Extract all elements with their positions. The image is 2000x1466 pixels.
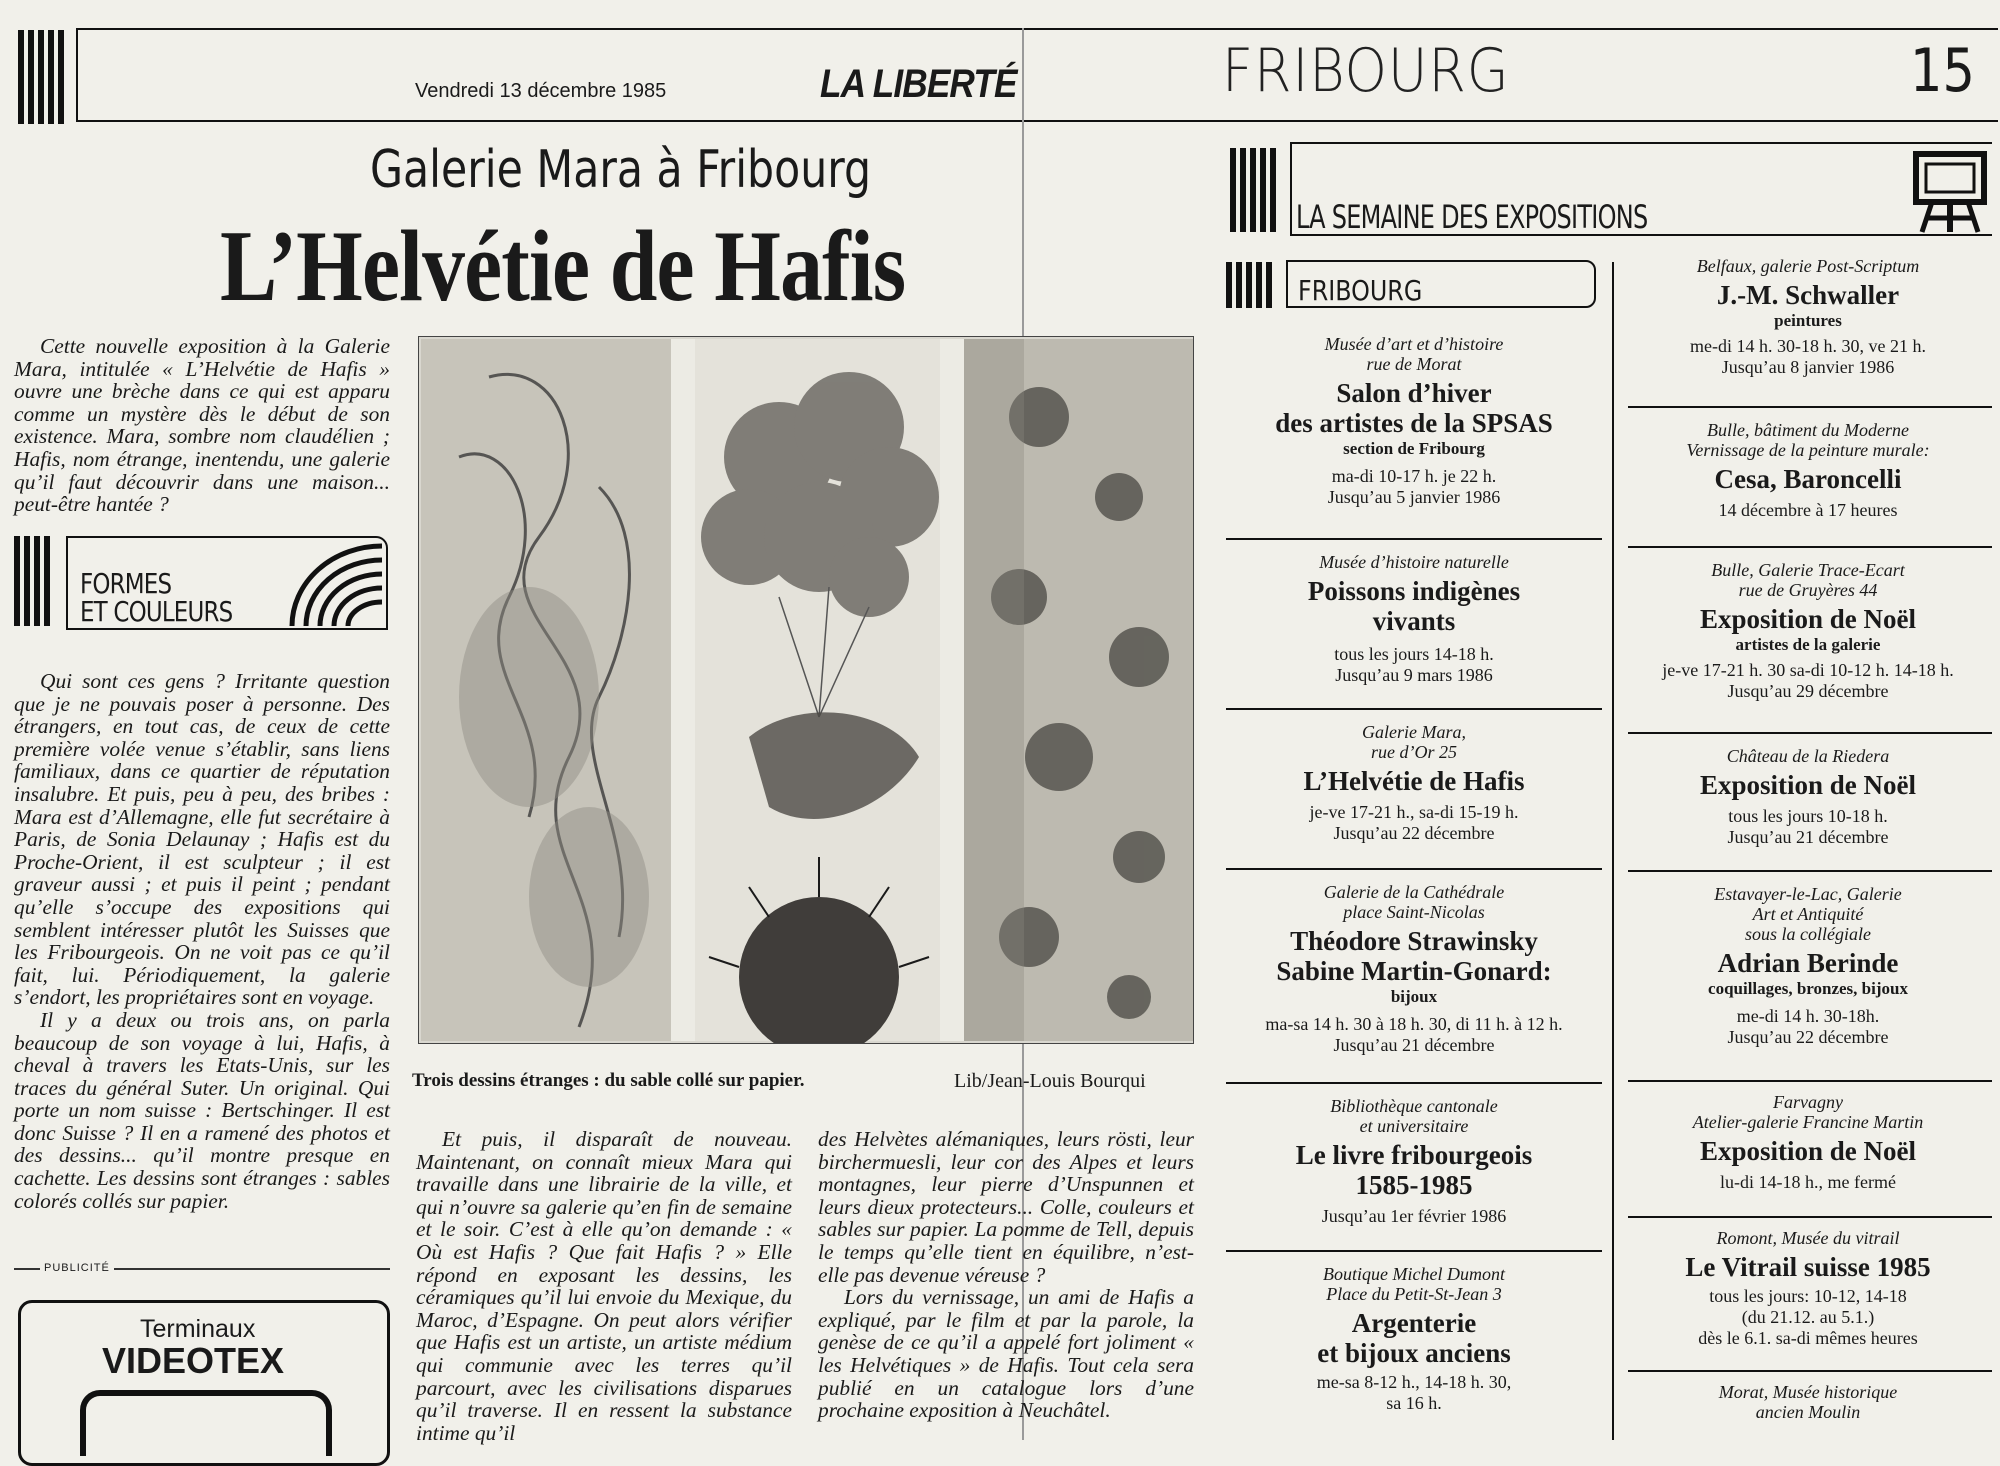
listing [1620, 256, 1996, 378]
ad-line-1: Terminaux [140, 1315, 256, 1343]
ad-label: PUBLICITÉ [40, 1262, 114, 1274]
listing-title: Salon d’hiver [1336, 378, 1492, 408]
listing-venue: Bibliothèque cantonale [1330, 1096, 1498, 1116]
listing-title: Adrian Berinde [1717, 948, 1899, 978]
expo-column-rule [1612, 262, 1614, 1440]
listing-title: Poissons indigènes [1307, 576, 1521, 606]
expo-header-title: LA SEMAINE DES EXPOSITIONS [1296, 198, 1648, 236]
listing-title: J.-M. Schwaller [1716, 280, 1900, 310]
listing-separator [1628, 1080, 1992, 1082]
listing-venue: Belfaux, galerie Post-Scriptum [1696, 256, 1920, 276]
listing-venue: Boutique Michel Dumont [1323, 1264, 1505, 1284]
expo-header-bars [1230, 148, 1276, 232]
body-paragraph: Et puis, il disparaît de nouveau. Maintenant, on connaît mieux Mara qui travaille dans une librairie de la ville, et qui n’ouvre sa galerie qu’en fin de semaine et le soir. C’est à elle qu’on demande : « Où est Hafis ? Que fait Hafis ? » Elle répond en exposant les dessins, les céramiques qu’il lui envoie du Mexique, du Maroc, d’Espagne. On peut alors vérifier que Hafis est un artiste, un artiste médium qui communie avec les terres qu’il parcourt, avec les civilisations disparues qu’il traverse. Il en ressent la substance intime qu’il [416, 1127, 792, 1445]
photo-caption: Trois dessins étranges : du sable collé sur papier. [412, 1070, 805, 1091]
listing-until: Jusqu’au 22 décembre [1727, 1027, 1889, 1047]
terminal-icon [80, 1390, 332, 1456]
rubric-line-1: FORMES [80, 567, 172, 600]
city-bars [1226, 262, 1272, 308]
article-photo [418, 336, 1194, 1044]
listing [1226, 1264, 1602, 1414]
rubric-line-2: ET COULEURS [80, 595, 233, 628]
listing-until: Jusqu’au 1er février 1986 [1321, 1206, 1507, 1226]
listing-venue: Galerie de la Cathédrale [1323, 882, 1505, 902]
article-headline: L’Helvétie de Hafis [220, 210, 906, 323]
photo-credit: Lib/Jean-Louis Bourqui [954, 1070, 1146, 1092]
article-column-2 [416, 1128, 792, 1444]
listing-separator [1628, 870, 1992, 872]
listing-venue: Château de la Riedera [1726, 746, 1890, 766]
listing-subtitle: peintures [1774, 311, 1842, 330]
listing-venue: Romont, Musée du vitrail [1716, 1228, 1900, 1248]
easel-icon [1912, 148, 1988, 234]
issue-date: Vendredi 13 décembre 1985 [415, 80, 667, 102]
listing-venue: Place du Petit-St-Jean 3 [1326, 1284, 1502, 1304]
listing-title: Sabine Martin-Gonard: [1276, 956, 1552, 986]
listing-hours: ma-di 10-17 h. je 22 h. [1331, 466, 1497, 486]
listing-venue: place Saint-Nicolas [1343, 902, 1485, 922]
listing-separator [1226, 1082, 1602, 1084]
listing [1620, 560, 1996, 702]
listing-hours: me-di 14 h. 30-18h. [1736, 1006, 1880, 1026]
listing-venue: Atelier-galerie Francine Martin [1692, 1112, 1924, 1132]
listing-venue: rue de Gruyères 44 [1738, 580, 1878, 600]
listing-title: Exposition de Noël [1699, 604, 1917, 634]
listing-separator [1226, 868, 1602, 870]
listing-separator [1628, 732, 1992, 734]
listing-until: Jusqu’au 22 décembre [1333, 823, 1495, 843]
listing-venue: Bulle, bâtiment du Moderne [1707, 420, 1909, 440]
listing-hours: (du 21.12. au 5.1.) [1741, 1307, 1875, 1327]
sand-drawings-image [419, 337, 1193, 1043]
listing-title: Exposition de Noël [1699, 770, 1917, 800]
listing-title: Argenterie [1351, 1308, 1477, 1338]
listing-venue: ancien Moulin [1755, 1402, 1861, 1422]
listing-hours: ma-sa 14 h. 30 à 18 h. 30, di 11 h. à 12 h. [1265, 1014, 1563, 1034]
listing-hours: je-ve 17-21 h. 30 sa-di 10-12 h. 14-18 h. [1662, 660, 1954, 680]
listing [1620, 1092, 1996, 1193]
listing-title: Le livre fribourgeois [1295, 1140, 1533, 1170]
listing-title: Exposition de Noël [1699, 1136, 1917, 1166]
listing-venue: Estavayer-le-Lac, Galerie [1714, 884, 1902, 904]
listing-separator [1628, 1216, 1992, 1218]
listing [1226, 1096, 1602, 1227]
listing-until: Jusqu’au 5 janvier 1986 [1327, 487, 1501, 507]
page-number: 15 [1910, 36, 1975, 106]
listing [1226, 552, 1602, 686]
listing-venue: rue d’Or 25 [1371, 742, 1457, 762]
rainbow-arcs-icon [282, 536, 386, 626]
listing-separator [1226, 1250, 1602, 1252]
body-paragraph: Qui sont ces gens ? Irritante question que je ne pouvais poser à personne. Des étrangers, en tout cas, de ceux de cette première volée venue s’établir, sans liens familiaux, dans ce quartier de réputation insalubre. Et puis, peu à peu, des bribes : Mara est d’Allemagne, elle fut secrétaire à Paris, de Sonia Delaunay ; Hafis est du Proche-Orient, il est sculpteur ; il est graveur aussi ; et puis il peint ; pendant qu’elle s’occupe des expositions qui semblent intéresser plutôt les Suisses que les Fribourgeois. On ne voit pas ce qu’il fait, lui. Périodiquement, la galerie s’endort, les propriétaires sont en voyage. [14, 669, 390, 1010]
rubric-bars [14, 536, 50, 626]
listing-title: Le Vitrail suisse 1985 [1685, 1252, 1931, 1282]
section-title: FRIBOURG [1222, 36, 1510, 106]
body-paragraph: Il y a deux ou trois ans, on parla beaucoup de son voyage à lui, Hafis, à cheval à travers les Etats-Unis, sur les traces du général Suter. Un original. Qui porte un nom suisse : Bertschinger. Il est donc Suisse ? Il en a ramené des photos et des dessins... qu’il montre presque en cachette. Les dessins sont étranges : sables colorés collés sur papier. [14, 1007, 390, 1213]
listing-separator [1628, 1370, 1992, 1372]
listing-subtitle: coquillages, bronzes, bijoux [1708, 979, 1908, 998]
listing [1620, 746, 1996, 848]
listing-hours: tous les jours 14-18 h. [1334, 644, 1494, 664]
listing-title: et bijoux anciens [1317, 1338, 1511, 1368]
listing [1620, 420, 1996, 521]
listing-until: Jusqu’au 21 décembre [1727, 827, 1889, 847]
listing-venue: Galerie Mara, [1362, 722, 1466, 742]
listing-title: vivants [1372, 606, 1456, 636]
listing-venue: rue de Morat [1366, 354, 1462, 374]
header-frame [76, 28, 1998, 122]
listing-until: sa 16 h. [1386, 1393, 1442, 1413]
listing-venue: Musée d’art et d’histoire [1324, 334, 1504, 354]
listing-venue: Morat, Musée historique [1718, 1382, 1898, 1402]
body-paragraph: Lors du vernissage, un ami de Hafis a expliqué, par le film et par la parole, la genèse de ce qu’il a appelé fort joliment « les Helvétiques » de Hafis. Tout cela sera publié en un catalogue lors d’une prochaine exposition à Neuchâtel. [818, 1285, 1194, 1423]
listing-venue: sous la collégiale [1745, 924, 1871, 944]
listing-hours: me-di 14 h. 30-18 h. 30, ve 21 h. [1690, 336, 1926, 356]
article-column-1 [14, 670, 390, 1212]
listing-until: Jusqu’au 21 décembre [1333, 1035, 1495, 1055]
listing-venue: Vernissage de la peinture murale: [1686, 440, 1930, 460]
article-lead [14, 335, 390, 516]
listing-hours: tous les jours 10-18 h. [1728, 806, 1888, 826]
listing-separator [1226, 708, 1602, 710]
listing-venue: Farvagny [1773, 1092, 1843, 1112]
listing-until: Jusqu’au 29 décembre [1727, 681, 1889, 701]
listing-title: L’Helvétie de Hafis [1303, 766, 1525, 796]
listing-title: Théodore Strawinsky [1290, 926, 1538, 956]
listing-title: 1585-1985 [1355, 1170, 1473, 1200]
body-paragraph: des Helvètes alémaniques, leurs rösti, leur birchermuesli, leur cor des Alpes et leurs montagnes, leur pierre d’Unspunnen et leurs dieux protecteurs... Colle, couleurs et sables sur papier. La pomme de Tell, depuis le temps qu’elle tient en équilibre, n’est-elle pas devenue véreuse ? [818, 1127, 1194, 1287]
article-column-3 [818, 1128, 1194, 1422]
newspaper-logo: LA LIBERTÉ [820, 62, 1017, 106]
listing-venue: Bulle, Galerie Trace-Ecart [1711, 560, 1905, 580]
listing-title: Cesa, Baroncelli [1714, 464, 1902, 494]
listing-until: 14 décembre à 17 heures [1718, 500, 1898, 520]
listing-subtitle: artistes de la galerie [1735, 635, 1881, 654]
listing-until: dès le 6.1. sa-di mêmes heures [1698, 1328, 1918, 1348]
listing-subtitle: bijoux [1390, 987, 1438, 1006]
listing [1210, 882, 1618, 1056]
listing-separator [1628, 406, 1992, 408]
city-label: FRIBOURG [1298, 274, 1423, 307]
header-bars [18, 30, 64, 124]
listing-until: Jusqu’au 8 janvier 1986 [1721, 357, 1895, 377]
listing [1620, 884, 1996, 1048]
listing-title: des artistes de la SPSAS [1275, 408, 1553, 438]
listing-separator [1628, 546, 1992, 548]
listing [1620, 1228, 1996, 1349]
listing-hours: je-ve 17-21 h., sa-di 15-19 h. [1309, 802, 1519, 822]
listing [1620, 1382, 1996, 1422]
listing-subtitle: section de Fribourg [1343, 439, 1485, 458]
listing-until: Jusqu’au 9 mars 1986 [1335, 665, 1493, 685]
listing [1226, 722, 1602, 844]
listing-venue: Musée d’histoire naturelle [1319, 552, 1509, 572]
listing-separator [1226, 538, 1602, 540]
listing-hours: me-sa 8-12 h., 14-18 h. 30, [1316, 1372, 1512, 1392]
lead-paragraph: Cette nouvelle exposition à la Galerie Mara, intitulée « L’Helvétie de Hafis » ouvre une brèche dans ce qui est apparu comme un mystère dès le début de son existence. Mara, sombre nom claudélien ; Hafis, nom étrange, inentendu, une galerie qu’il faut découvrir dans une maison... peut-être hantée ? [14, 334, 390, 517]
listing-venue: et universitaire [1359, 1116, 1469, 1136]
listing-venue: Art et Antiquité [1752, 904, 1864, 924]
listing [1226, 334, 1602, 508]
listing-hours: lu-di 14-18 h., me fermé [1720, 1172, 1896, 1192]
listing-hours: tous les jours: 10-12, 14-18 [1709, 1286, 1907, 1306]
ad-line-2: VIDEOTEX [102, 1340, 285, 1381]
article-kicker: Galerie Mara à Fribourg [370, 140, 872, 200]
